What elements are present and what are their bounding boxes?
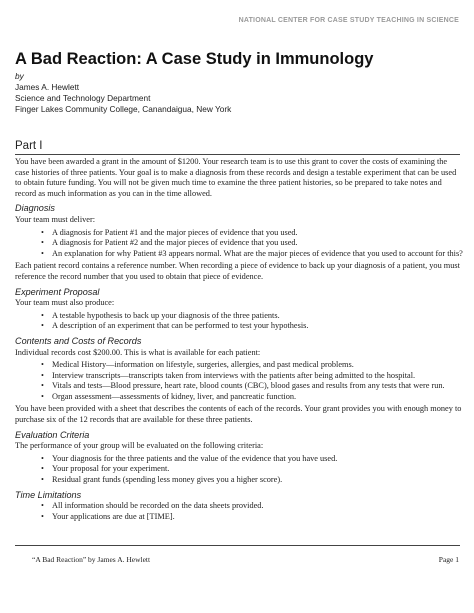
list-item: • Medical History—information on lifestyle, surgeries, allergies, and past medical problems. (52, 360, 463, 371)
list-item: • Vitals and tests—Blood pressure, heart rate, blood counts (CBC), blood gases and results from any tests that were run. (52, 381, 463, 392)
experiment-list (15, 311, 463, 332)
list-item: • A testable hypothesis to back up your diagnosis of the three patients. (52, 311, 463, 322)
list-item: • A diagnosis for Patient #1 and the major pieces of evidence that you used. (52, 228, 463, 239)
list-item: • A description of an experiment that can be performed to test your hypothesis. (52, 321, 463, 332)
intro-paragraph: You have been awarded a grant in the amount of $1200. Your research team is to use this grant to cover the costs of examining the case histories of three patients. Your goal is to make a diagnosis from these records and design a testable experiment that can be used to obtain future funding. You will not be given much time to examine the three patient histories, so be prepared to take notes and record as much information as you can in the time allowed. (15, 157, 457, 198)
section-heading-contents: Contents and Costs of Records (15, 335, 142, 346)
diagnosis-lead: Your team must deliver: (15, 214, 96, 224)
list-item: • A diagnosis for Patient #2 and the major pieces of evidence that you used. (52, 238, 463, 249)
list-item: • Interview transcripts—transcripts taken from interviews with the patients after being admitted to the hospital. (52, 371, 463, 382)
experiment-lead: Your team must also produce: (15, 298, 115, 308)
author-name: James A. Hewlett (15, 82, 80, 92)
part-heading: Part I (15, 140, 460, 155)
author-department: Science and Technology Department (15, 93, 151, 103)
document-body (15, 157, 463, 524)
author-institution: Finger Lakes Community College, Canandaigua, New York (15, 104, 232, 114)
list-item: • Residual grant funds (spending less money gives you a higher score). (52, 475, 463, 486)
list-item: • All information should be recorded on the data sheets provided. (52, 501, 463, 512)
diagnosis-note: Each patient record contains a reference number. When recording a piece of evidence to back up your diagnosis of a patient, you must reference the record number that you used to obtain that piece of evidence. (15, 261, 460, 281)
contents-list (15, 360, 463, 402)
page-number: Page 1 (438, 555, 459, 564)
footer-divider (15, 545, 460, 546)
footer-citation: “A Bad Reaction” by James A. Hewlett (32, 555, 151, 564)
section-heading-diagnosis: Diagnosis (15, 203, 55, 214)
byline (15, 71, 231, 115)
time-list (15, 501, 463, 522)
byline-by: by (15, 71, 24, 81)
section-heading-evaluation: Evaluation Criteria (15, 429, 90, 440)
list-item: • Your applications are due at [TIME]. (52, 512, 463, 523)
list-item: • Organ assessment—assessments of kidney, liver, and pancreatic function. (52, 392, 463, 403)
section-heading-time: Time Limitations (15, 489, 82, 500)
publisher-header: NATIONAL CENTER FOR CASE STUDY TEACHING IN SCIENCE (238, 17, 459, 24)
list-item: • Your proposal for your experiment. (52, 464, 463, 475)
list-item: • An explanation for why Patient #3 appears normal. What are the major pieces of evidence that you used to account for this? (52, 249, 463, 260)
contents-lead: Individual records cost $200.00. This is what is available for each patient: (15, 347, 261, 357)
diagnosis-list (15, 228, 463, 260)
evaluation-list (15, 454, 463, 486)
page-title: A Bad Reaction: A Case Study in Immunology (15, 50, 374, 68)
contents-note: You have been provided with a sheet that describes the contents of each of the records. Your grant provides you with enough money to purchase six of the 12 records that are available for these three patients. (15, 404, 462, 425)
section-heading-experiment: Experiment Proposal (15, 286, 100, 297)
list-item: • Your diagnosis for the three patients and the value of the evidence that you have used. (52, 454, 463, 465)
evaluation-lead: The performance of your group will be evaluated on the following criteria: (15, 441, 264, 451)
